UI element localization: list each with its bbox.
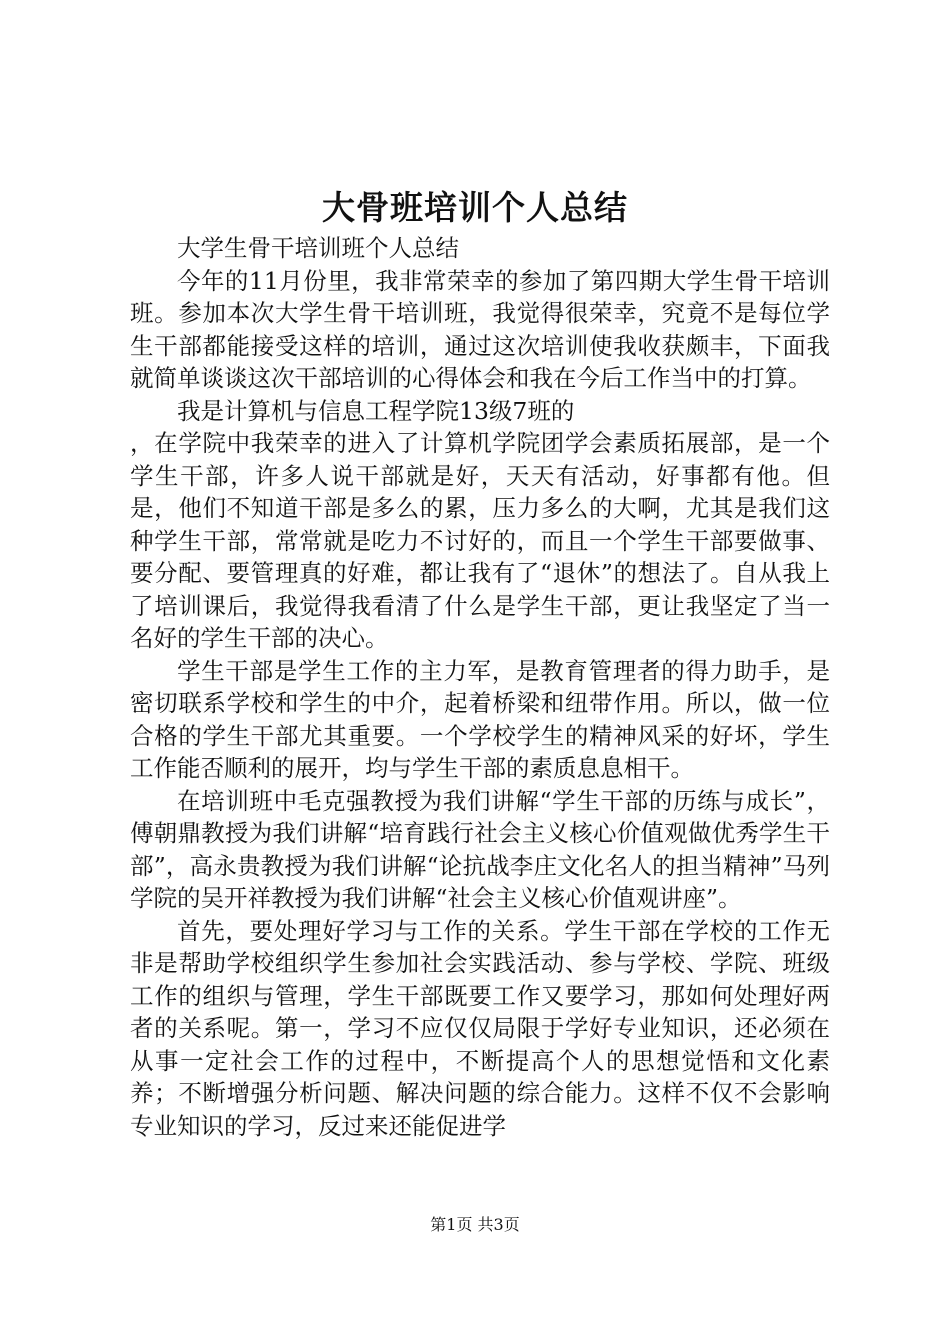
paragraph-subtitle: 大学生骨干培训班个人总结 (177, 234, 459, 262)
document-title: 大骨班培训个人总结 (322, 188, 628, 227)
paragraph-study-work: 首先，要处理好学习与工作的关系。学生干部在学校的工作无非是帮助学校组织学生参加社会实践活动、参与学校、学院、班级工作的组织与管理，学生干部既要工作又要学习，那如何处理好两者的关系呢。第一，学习不应仅仅局限于学好专业知识，还必须在从事一定社会工作的过程中，不断提高个人的思想觉悟和文化素养；不断增强分析问题、解决问题的综合能力。这样不仅不会影响专业知识的学习，反过来还能促进学 (130, 916, 830, 1140)
document-body (130, 232, 830, 1142)
paragraph-role: 学生干部是学生工作的主力军，是教育管理者的得力助手，是密切联系学校和学生的中介，起着桥梁和纽带作用。所以，做一位合格的学生干部尤其重要。一个学校学生的精神风采的好坏，学生工作能否顺利的展开，均与学生干部的素质息息相干。 (130, 656, 830, 782)
page-footer: 第1页 共3页 (430, 1215, 520, 1234)
paragraph-intro: 今年的11月份里，我非常荣幸的参加了第四期大学生骨干培训班。参加本次大学生骨干培训班，我觉得很荣幸，究竟不是每位学生干部都能接受这样的培训，通过这次培训使我收获颇丰，下面我就简单谈谈这次干部培训的心得体会和我在今后工作当中的打算。 (130, 266, 830, 392)
paragraph-department: ，在学院中我荣幸的进入了计算机学院团学会素质拓展部，是一个学生干部，许多人说干部就是好，天天有活动，好事都有他。但是，他们不知道干部是多么的累，压力多么的大啊，尤其是我们这种学生干部，常常就是吃力不讨好的，而且一个学生干部要做事、要分配、要管理真的好难，都让我有了“退休”的想法了。自从我上了培训课后，我觉得我看清了什么是学生干部，更让我坚定了当一名好的学生干部的决心。 (130, 429, 830, 652)
paragraph-self-intro: 我是计算机与信息工程学院13级7班的 (177, 396, 575, 425)
paragraph-lectures: 在培训班中毛克强教授为我们讲解“学生干部的历练与成长”，傅朝鼎教授为我们讲解“培育践行社会主义核心价值观做优秀学生干部”，高永贵教授为我们讲解“论抗战李庄文化名人的担当精神”马列学院的吴开祥教授为我们讲解“社会主义核心价值观讲座”。 (130, 786, 830, 912)
